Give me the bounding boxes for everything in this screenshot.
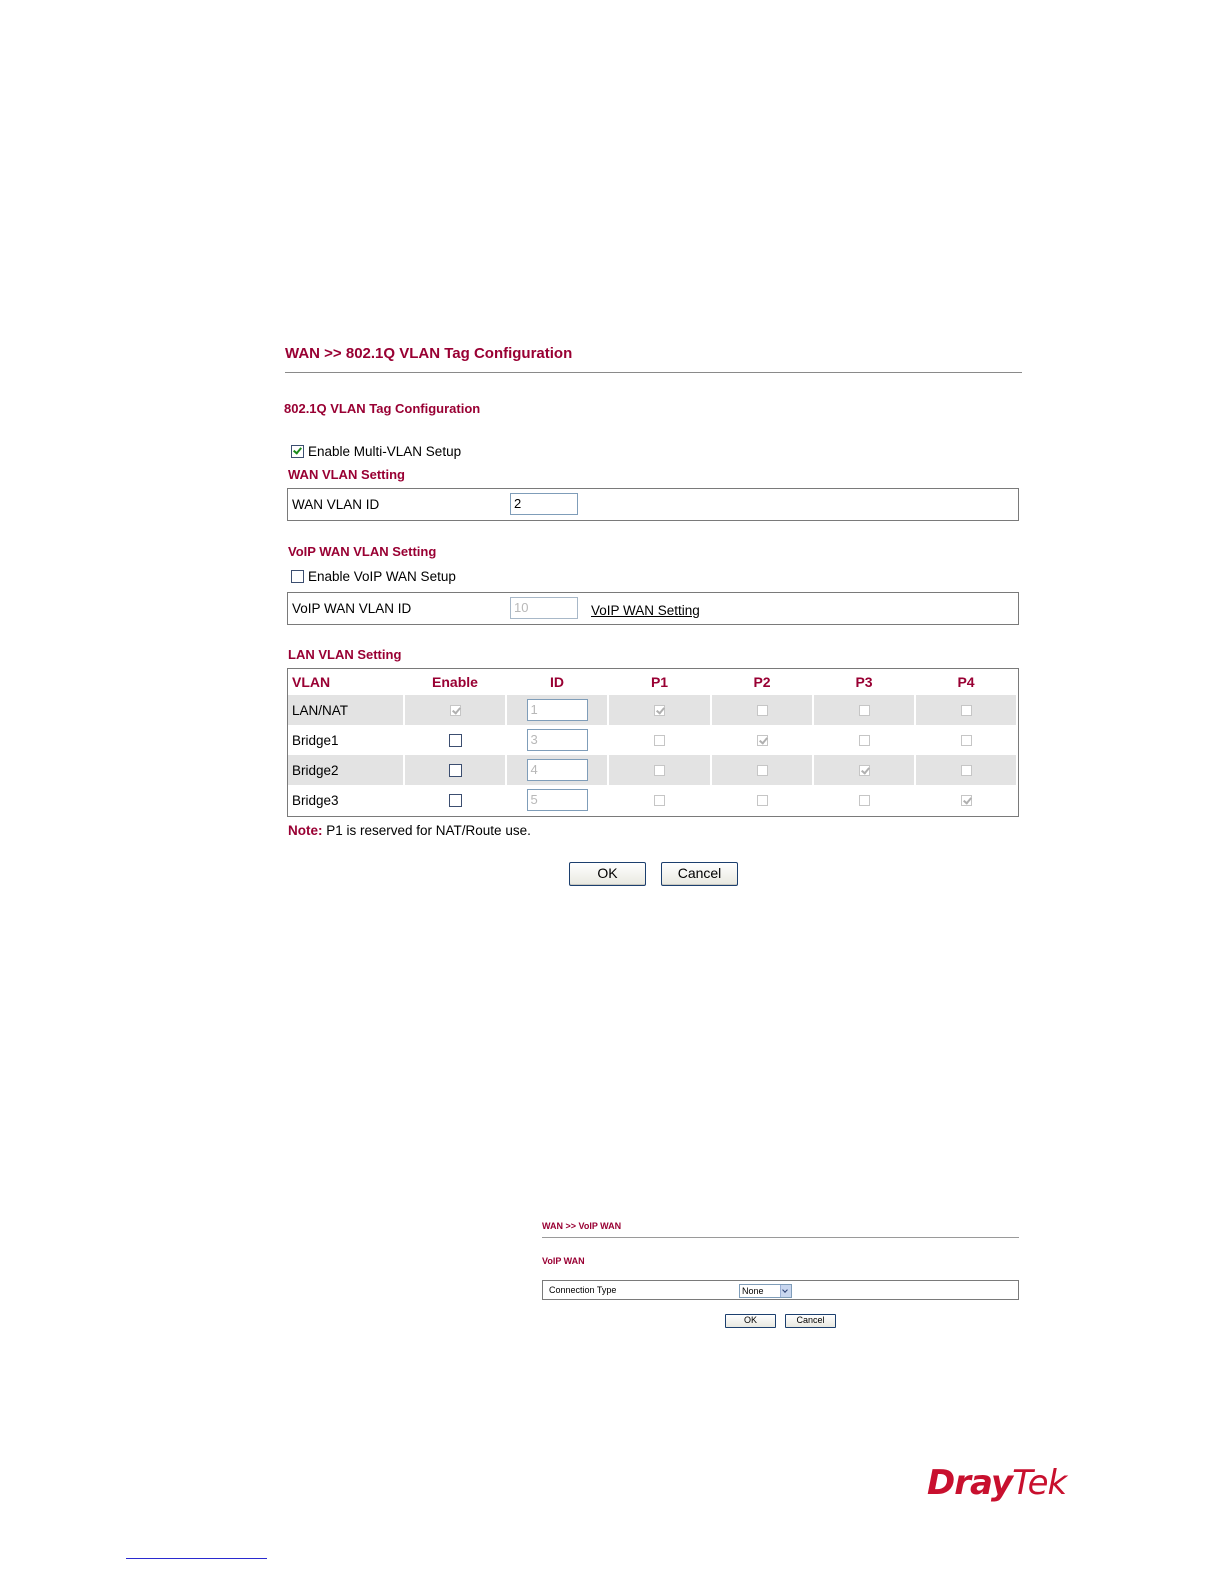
enable-multi-vlan-label: Enable Multi-VLAN Setup: [308, 444, 462, 459]
wan-vlan-heading: WAN VLAN Setting: [288, 467, 405, 482]
table-row-bridge3: [288, 785, 1017, 815]
vlan-name: Bridge3: [288, 785, 404, 815]
col-header-p1: P1: [650, 674, 669, 690]
cancel-button[interactable]: Cancel: [661, 862, 738, 886]
vlan-id-input[interactable]: 5: [527, 789, 588, 811]
chevron-down-icon[interactable]: [780, 1285, 791, 1297]
voip-wan-vlan-id-input[interactable]: 10: [510, 597, 578, 619]
voip-wan-vlan-panel: [287, 592, 1019, 625]
wan-vlan-id-input[interactable]: 2: [510, 493, 578, 515]
lan-vlan-table: [288, 669, 1018, 815]
p2-checkbox[interactable]: [757, 765, 768, 776]
col-header-id: ID: [550, 674, 564, 690]
p1-checkbox[interactable]: [654, 735, 665, 746]
enable-checkbox[interactable]: [449, 734, 462, 747]
enable-multi-vlan-row: [291, 444, 461, 459]
voip-connection-panel: [542, 1280, 1019, 1300]
enable-voip-wan-label: Enable VoIP WAN Setup: [308, 569, 456, 584]
connection-type-select[interactable]: [739, 1284, 792, 1298]
enable-voip-wan-checkbox[interactable]: [291, 570, 304, 583]
enable-multi-vlan-checkbox[interactable]: [291, 445, 304, 458]
section-title: 802.1Q VLAN Tag Configuration: [284, 401, 481, 416]
voip-cancel-button[interactable]: Cancel: [785, 1314, 836, 1328]
voip-wan-vlan-heading: VoIP WAN VLAN Setting: [288, 544, 437, 559]
table-row-bridge1: [288, 725, 1017, 755]
voip-wan-setting-link[interactable]: VoIP WAN Setting: [591, 603, 700, 618]
note-text: P1 is reserved for NAT/Route use.: [322, 823, 531, 838]
vlan-name: Bridge1: [288, 725, 404, 755]
table-row-bridge2: [288, 755, 1017, 785]
p4-checkbox[interactable]: [961, 735, 972, 746]
lan-vlan-heading: LAN VLAN Setting: [288, 647, 402, 662]
note: [288, 823, 531, 838]
voip-title-divider: [542, 1237, 1019, 1238]
note-label: Note:: [288, 823, 323, 838]
vlan-id-input[interactable]: 4: [527, 759, 588, 781]
p1-checkbox[interactable]: [654, 795, 665, 806]
footer-rule: [126, 1558, 267, 1559]
p2-checkbox[interactable]: [757, 795, 768, 806]
p4-checkbox[interactable]: [961, 765, 972, 776]
col-header-p2: P2: [753, 674, 771, 690]
p3-checkbox[interactable]: [859, 735, 870, 746]
connection-type-label: Connection Type: [549, 1285, 617, 1295]
wan-vlan-panel: [287, 488, 1019, 521]
vlan-name: LAN/NAT: [288, 695, 404, 725]
p1-checkbox[interactable]: [654, 765, 665, 776]
p3-checkbox[interactable]: [859, 705, 870, 716]
page-breadcrumb: WAN >> 802.1Q VLAN Tag Configuration: [285, 345, 573, 362]
enable-checkbox[interactable]: [449, 794, 462, 807]
p4-checkbox[interactable]: [961, 795, 972, 806]
voip-wan-vlan-id-label: VoIP WAN VLAN ID: [292, 601, 412, 616]
enable-checkbox[interactable]: [450, 705, 461, 716]
voip-section-title: VoIP WAN: [542, 1256, 585, 1266]
ok-button[interactable]: OK: [569, 862, 646, 886]
col-header-p3: P3: [855, 674, 873, 690]
table-row-lan-nat: [288, 695, 1017, 725]
col-header-p4: P4: [957, 674, 975, 690]
voip-ok-button[interactable]: OK: [725, 1314, 776, 1328]
enable-checkbox[interactable]: [449, 764, 462, 777]
title-divider: [285, 372, 1022, 373]
col-header-vlan: VLAN: [292, 674, 331, 690]
vlan-id-input[interactable]: 3: [527, 729, 588, 751]
draytek-logo: DrayTek: [927, 1463, 1067, 1503]
voip-page-breadcrumb: WAN >> VoIP WAN: [542, 1221, 622, 1231]
p4-checkbox[interactable]: [961, 705, 972, 716]
p1-checkbox[interactable]: [654, 705, 665, 716]
enable-voip-wan-row: [291, 569, 456, 584]
connection-type-value: None: [742, 1286, 764, 1296]
vlan-name: Bridge2: [288, 755, 404, 785]
col-header-enable: Enable: [432, 674, 478, 690]
p3-checkbox[interactable]: [859, 765, 870, 776]
p2-checkbox[interactable]: [757, 735, 768, 746]
p2-checkbox[interactable]: [757, 705, 768, 716]
p3-checkbox[interactable]: [859, 795, 870, 806]
lan-vlan-table-panel: [287, 668, 1019, 817]
wan-vlan-id-label: WAN VLAN ID: [292, 497, 380, 512]
vlan-id-input[interactable]: 1: [527, 699, 588, 721]
lan-vlan-header-row: [288, 669, 1017, 695]
